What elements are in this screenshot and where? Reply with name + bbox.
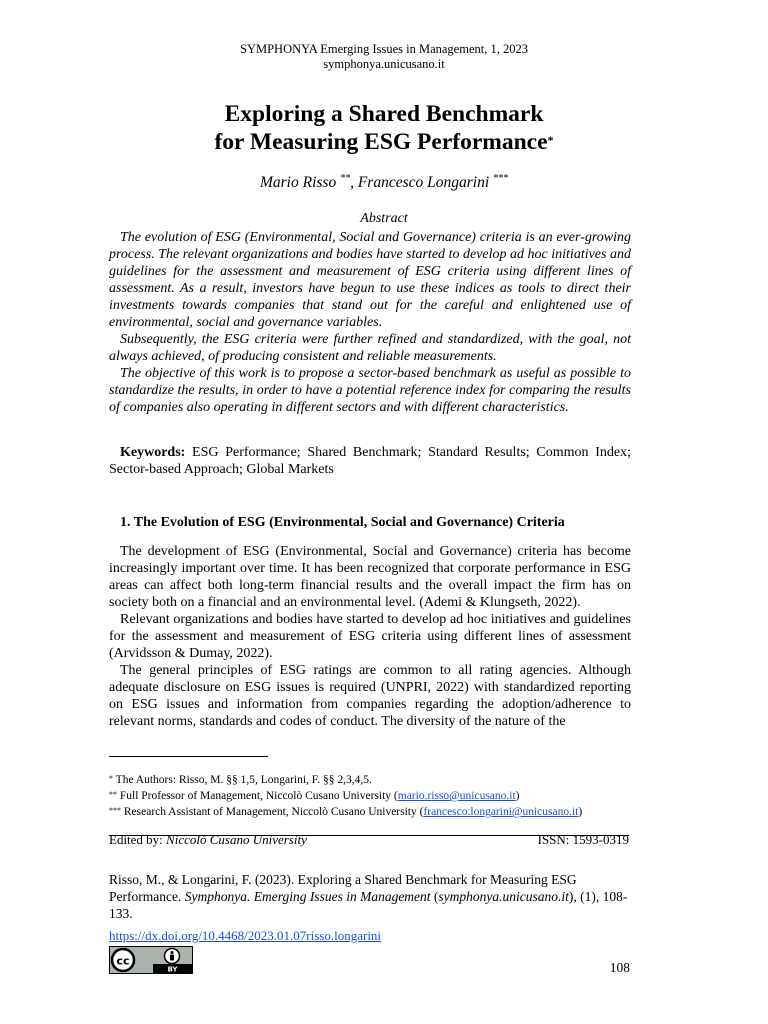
body-paragraph: The development of ESG (Environmental, Social and Governance) criteria has become increasingly important over time. It has been recognized that corporate performance in ESG areas can affect both long-term financial results and the overall impact the firm has on society both on a financial and an environmental level. (Ademi & Klungseth, 2022). xyxy=(109,544,631,610)
publisher: Niccolò Cusano University xyxy=(166,832,307,847)
keywords-text: ESG Performance; Shared Benchmark; Standard Results; Common Index; Sector-based Approach; Global Markets xyxy=(109,445,631,477)
footnote-1-text: The Authors: Risso, M. §§ 1,5, Longarini, F. §§ 2,3,4,5. xyxy=(115,774,372,786)
author-1-marker: ** xyxy=(340,173,351,184)
footnotes xyxy=(109,772,669,820)
footnote-3-close: ) xyxy=(578,806,583,818)
cc-icon-text: cc xyxy=(116,954,130,968)
authors xyxy=(0,174,768,192)
footnote-3-marker: *** xyxy=(109,806,121,815)
author-separator: , xyxy=(350,174,358,191)
footnote-2-text: Full Professor of Management, Niccolò Cusano University ( xyxy=(119,790,398,802)
citation-journal: Symphonya. Emerging Issues in Management xyxy=(184,889,431,904)
footnote-1 xyxy=(109,772,669,788)
by-icon-text: BY xyxy=(167,965,178,974)
section-body xyxy=(109,543,631,730)
citation-part-1: Risso, M., & Longarini, F. (2023). Exploring a Shared Benchmark for Measuring ESG Performance. xyxy=(109,872,577,904)
email-link-risso[interactable]: mario.risso@unicusano.it xyxy=(397,790,516,802)
citation-part-3: ), (1), 108-133. xyxy=(109,889,628,921)
footnote-1-marker: * xyxy=(109,774,113,783)
citation xyxy=(109,871,629,922)
footnote-2-marker: ** xyxy=(109,790,117,799)
cc-by-license-badge[interactable] xyxy=(109,946,193,974)
page-number: 108 xyxy=(609,960,630,975)
abstract-paragraph: The evolution of ESG (Environmental, Social and Governance) criteria is an ever-growing process. The relevant organizations and bodies have started to develop ad hoc initiatives and guidelines for the assessment and measurement of ESG criteria using different lines of assessment. As a result, investors have begun to use these indices as tools to direct their investments towards companies that stand out for the careful and enlightened use of environmental, social and governance variables. xyxy=(109,230,631,330)
footnote-divider xyxy=(109,756,268,757)
journal-header xyxy=(0,42,768,72)
abstract-heading: Abstract xyxy=(360,211,408,226)
footnote-2 xyxy=(109,788,669,804)
doi-link[interactable]: https://dx.doi.org/10.4468/2023.01.07risso.longarini xyxy=(109,928,382,943)
abstract xyxy=(109,229,631,416)
section-heading: 1. The Evolution of ESG (Environmental, Social and Governance) Criteria xyxy=(120,515,565,530)
edited-line xyxy=(109,832,629,848)
footnote-3-text: Research Assistant of Management, Niccolò Cusano University ( xyxy=(123,806,424,818)
title-line-2-text: for Measuring ESG Performance xyxy=(214,129,548,155)
issn: ISSN: 1593-0319 xyxy=(537,832,629,847)
footnote-2-close: ) xyxy=(515,790,520,802)
title-line-1: Exploring a Shared Benchmark xyxy=(224,101,544,127)
abstract-paragraph: Subsequently, the ESG criteria were further refined and standardized, with the goal, not always achieved, of producing consistent and reliable measurements. xyxy=(109,332,631,364)
author-1: Mario Risso xyxy=(259,174,337,191)
author-2-marker: *** xyxy=(493,173,509,184)
paper-title xyxy=(0,100,768,156)
title-footnote-marker: * xyxy=(547,133,554,147)
citation-part-2: ( xyxy=(430,889,439,904)
body-paragraph: Relevant organizations and bodies have started to develop ad hoc initiatives and guidelines for the assessment and measurement of ESG criteria using different lines of assessment (Arvidsson & Dumay, 2022). xyxy=(109,612,631,661)
abstract-paragraph: The objective of this work is to propose a sector-based benchmark as useful as possible to standardize the results, in order to have a potential reference index for comparing the results of companies also operating in different sectors and with different characteristics. xyxy=(109,366,631,415)
keywords xyxy=(109,444,631,478)
citation-site: symphonya.unicusano.it xyxy=(438,889,569,904)
email-link-longarini[interactable]: francesco.longarini@unicusano.it xyxy=(423,806,579,818)
title-line-2 xyxy=(0,128,768,156)
keywords-label: Keywords: xyxy=(120,445,186,460)
cc-by-license-icon xyxy=(109,946,193,974)
body-paragraph: The general principles of ESG ratings are common to all rating agencies. Although adequate disclosure on ESG issues is required (UNPRI, 2022) with standardized reporting on ESG issues and information from companies regarding the adoption/adherence to relevant norms, standards and codes of conduct. The diversity of the nature of the xyxy=(109,663,631,729)
journal-site: symphonya.unicusano.it xyxy=(323,57,445,71)
footnote-3 xyxy=(109,804,669,820)
journal-line: SYMPHONYA Emerging Issues in Management, 1, 2023 xyxy=(240,42,528,56)
edited-label: Edited by: xyxy=(109,832,167,847)
author-2: Francesco Longarini xyxy=(357,174,490,191)
